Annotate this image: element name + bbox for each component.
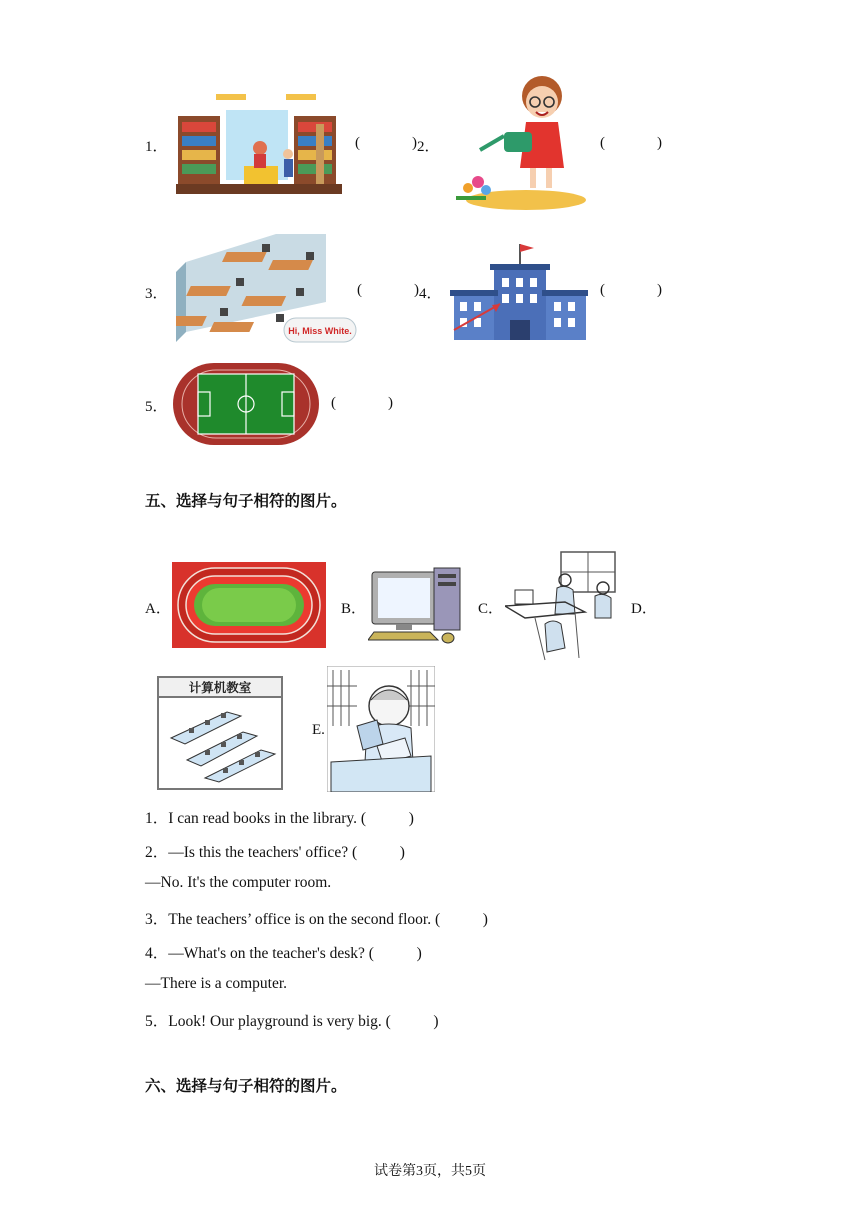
computer-room-picture — [176, 232, 358, 350]
item-4-number: 4． — [419, 286, 442, 302]
sentence-5: 5．Look! Our playground is very big. ( ) — [145, 1013, 439, 1030]
playground-picture — [172, 562, 326, 648]
option-c-label: C． — [478, 601, 504, 617]
item-4-paren-open: ( — [600, 282, 605, 298]
option-d-label: D． — [631, 601, 657, 617]
girl-watering-picture — [446, 70, 588, 212]
computer-classroom-picture — [157, 676, 283, 790]
computer-picture — [368, 562, 468, 648]
item-2-paren-close: ) — [657, 135, 662, 151]
item-5-number: 5． — [145, 399, 168, 415]
library-picture — [176, 94, 342, 198]
section6-heading: 六、选择与句子相符的图片。 — [145, 1077, 347, 1095]
item-3-number: 3． — [145, 286, 168, 302]
item-2-number: 2． — [417, 139, 440, 155]
item-3-paren-open: ( — [357, 282, 362, 298]
sentence-2-answer: —No. It's the computer room. — [145, 874, 332, 891]
item-1-paren-open: ( — [355, 135, 360, 151]
school-building-picture — [450, 242, 588, 340]
page-footer: 试卷第3页，共5页 — [374, 1164, 486, 1179]
item-5-paren-close: ) — [388, 395, 393, 411]
section5-heading: 五、选择与句子相符的图片。 — [145, 492, 347, 510]
sign-text: 计算机教室 — [188, 680, 252, 695]
item-3-paren-close: ) — [414, 282, 419, 298]
item-5-paren-open: ( — [331, 395, 336, 411]
sentence-3: 3．The teachers’ office is on the second floor. ( ) — [145, 911, 488, 928]
sentence-4-answer: —There is a computer. — [145, 975, 288, 992]
option-a-label: A． — [145, 601, 171, 617]
item-2-paren-open: ( — [600, 135, 605, 151]
sentence-2: 2．—Is this the teachers' office? ( ) — [145, 844, 405, 861]
item-4-paren-close: ) — [657, 282, 662, 298]
option-e-label: E. — [312, 722, 325, 738]
sentence-4: 4．—What's on the teacher's desk? ( ) — [145, 945, 422, 962]
item-1-paren-close: ) — [412, 135, 417, 151]
boy-reading-picture — [327, 666, 435, 792]
office-sketch-picture — [505, 548, 619, 662]
option-b-label: B． — [341, 601, 367, 617]
sentence-1: 1．I can read books in the library. ( ) — [145, 810, 414, 827]
speech-bubble-text: Hi, Miss White. — [288, 326, 352, 336]
stadium-picture — [172, 362, 320, 446]
item-1-number: 1． — [145, 139, 168, 155]
